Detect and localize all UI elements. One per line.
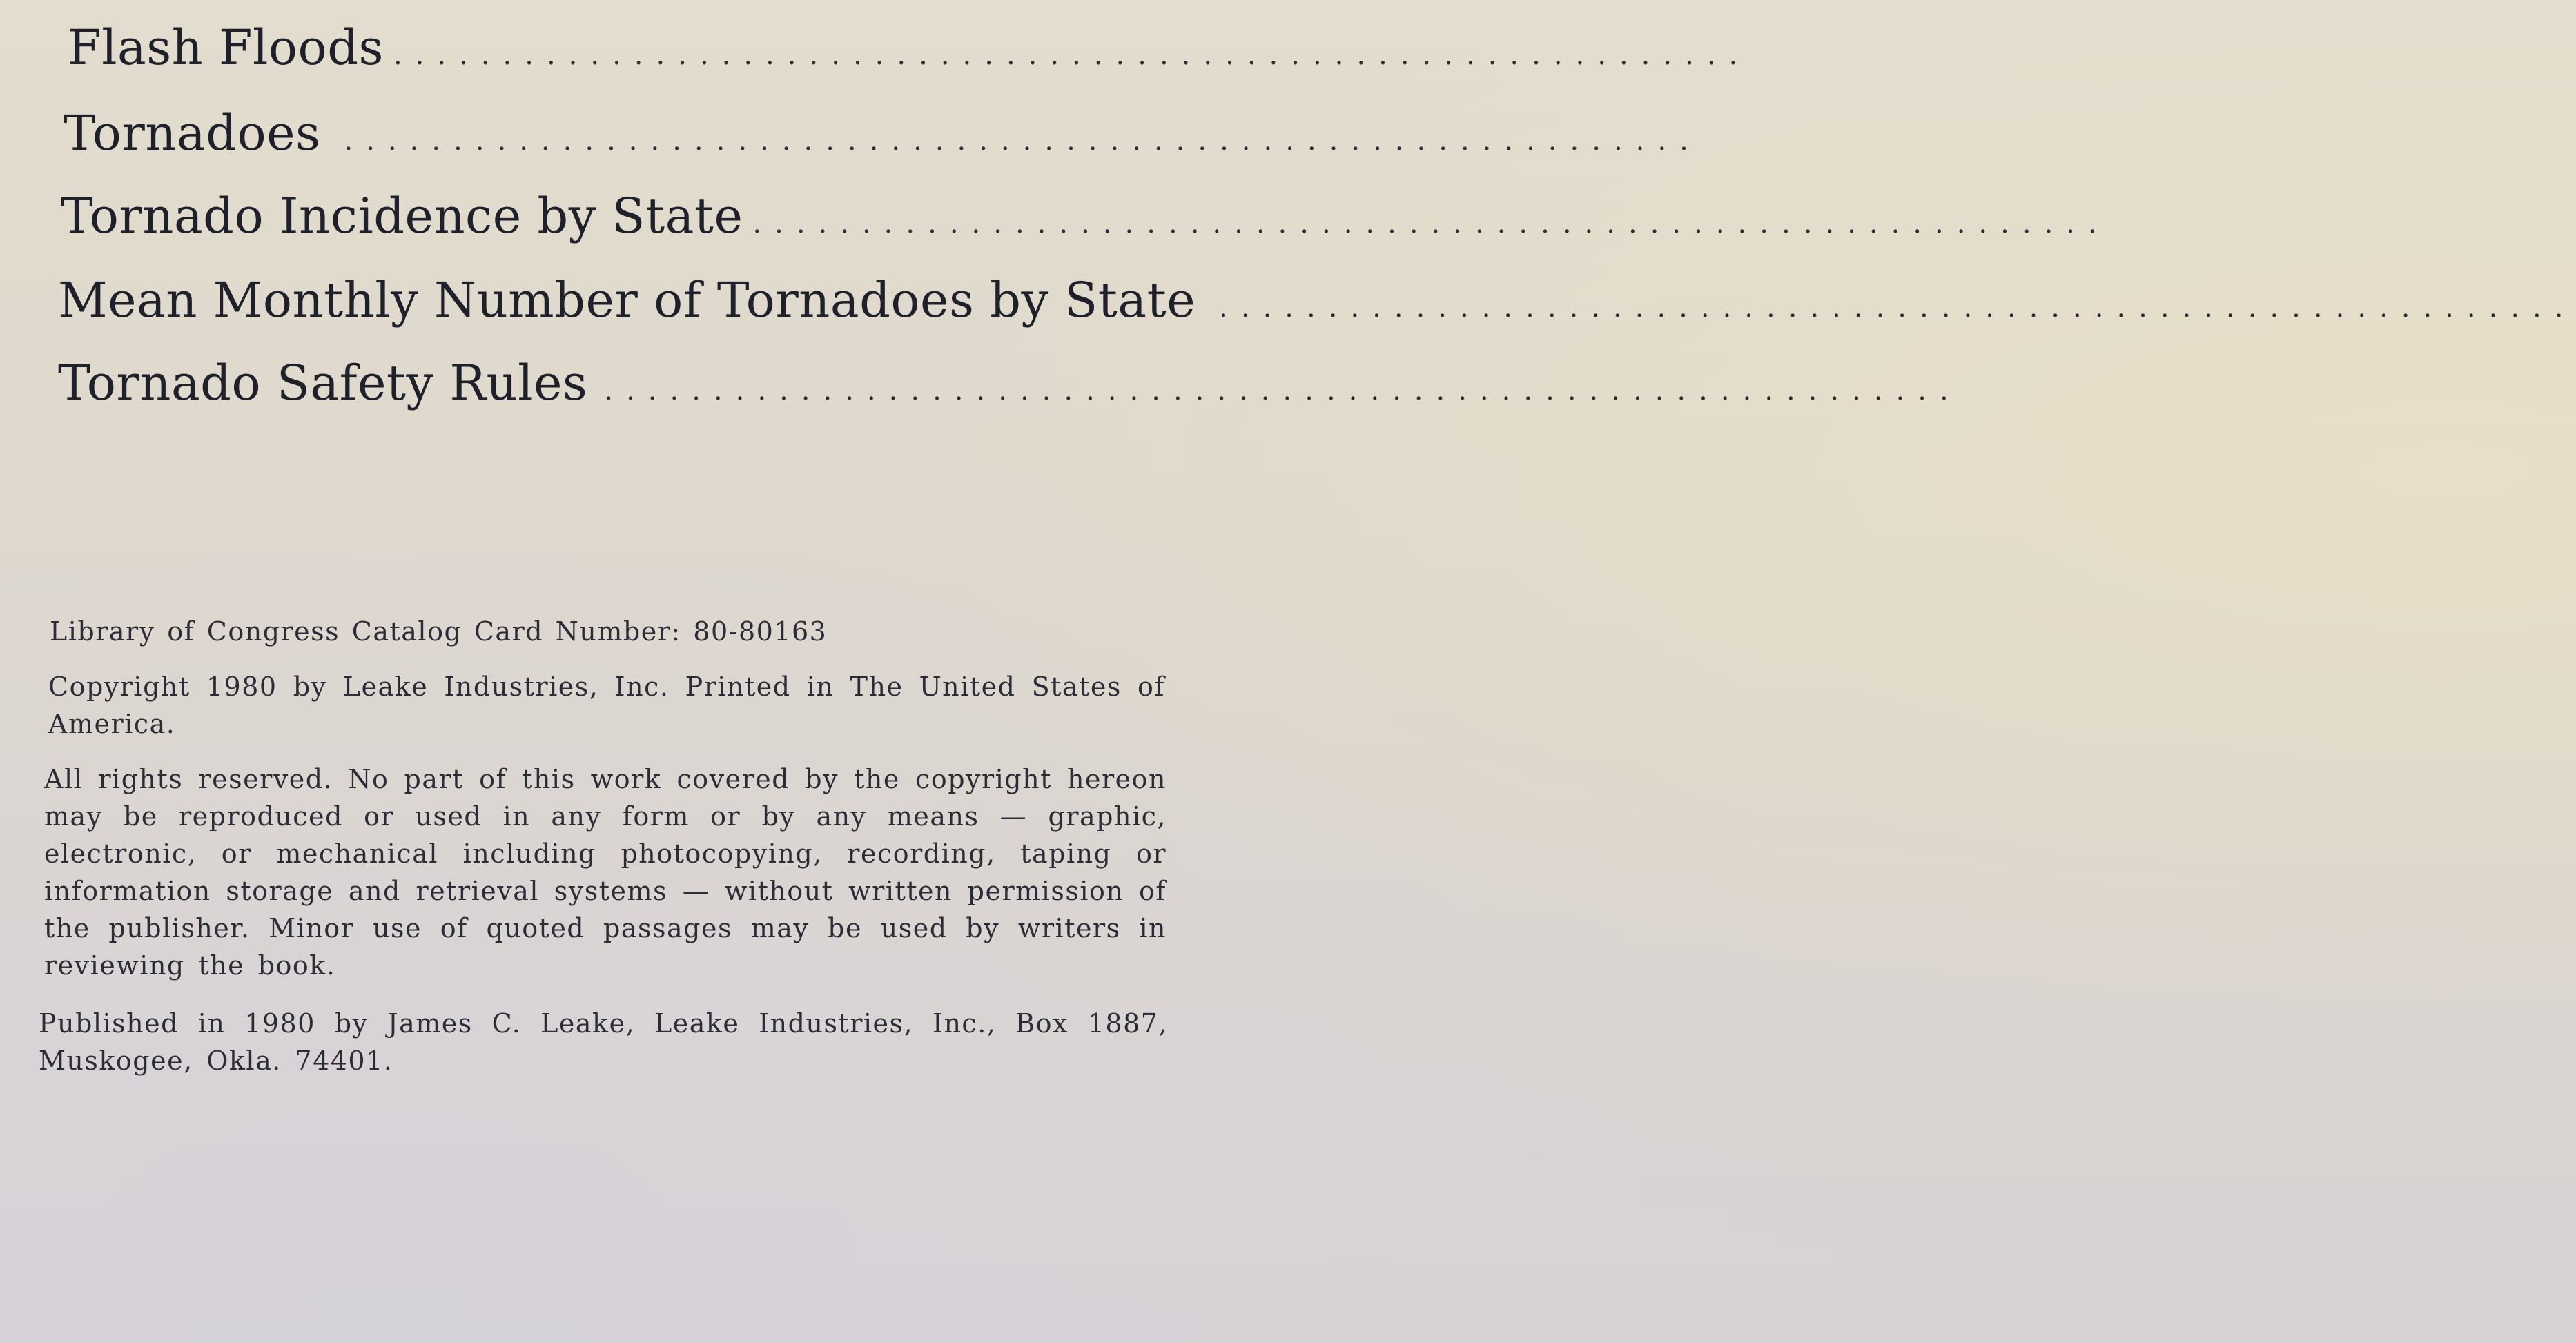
catalog-card-number: Library of Congress Catalog Card Number: 80-80163 [50,616,828,647]
toc-entry-title: Tornadoes [64,105,321,161]
toc-dot-leader: .............................................................. [604,375,1962,406]
toc-dot-leader: .............................................................. [393,39,1751,71]
toc-entry-safety-rules [58,355,1962,424]
toc-entry-flash-floods [68,19,1751,88]
toc-dot-leader: .............................................................. [1219,292,2576,324]
toc-entry-title: Mean Monthly Number of Tornadoes by State [58,272,1196,329]
copyright-notice: Copyright 1980 by Leake Industries, Inc. Printed in The United States of America. [48,672,1165,739]
toc-dot-leader: .............................................................. [752,208,2110,239]
toc-dot-leader: .............................................................. [344,125,1701,157]
toc-entry-mean-monthly [58,272,2576,341]
publisher-info: Published in 1980 by James C. Leake, Leake Industries, Inc., Box 1887, Muskogee, Okla. 74401. [39,1008,1168,1076]
toc-entry-title: Tornado Incidence by State [61,188,743,244]
rights-reserved-notice: All rights reserved. No part of this work covered by the copyright hereon may be reproduced or used in any form or by any means — graphic, electronic, or mechanical including photocopying, recording, taping or information storage and retrieval systems — without written permission of the publisher. Minor use of quoted passages may be used by writers in reviewing the book. [44,764,1167,981]
toc-entry-title: Tornado Safety Rules [58,355,588,411]
toc-entry-tornadoes [64,105,1701,174]
toc-entry-tornado-incidence [61,188,2110,257]
toc-entry-title: Flash Floods [68,19,384,76]
